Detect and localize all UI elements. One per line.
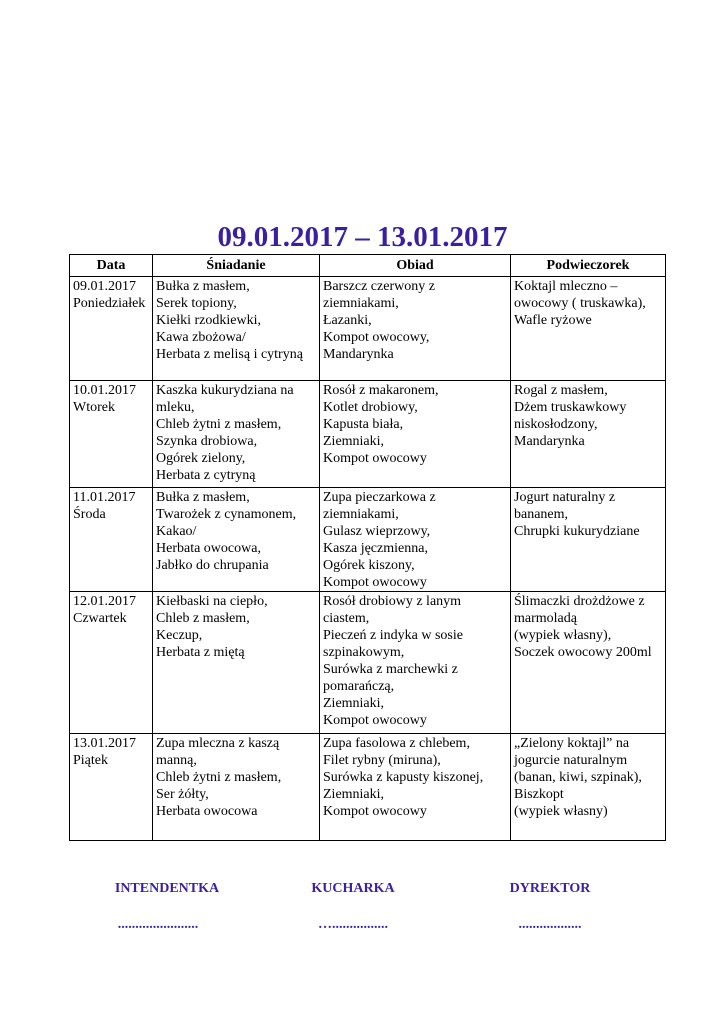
cell-line: Wafle ryżowe (514, 313, 592, 328)
table-row (70, 381, 666, 488)
signature-label-dyrektor: DYREKTOR (509, 881, 591, 896)
cell-line: Czwartek (73, 611, 127, 626)
cell-line: Kaszka kukurydziana na (156, 383, 294, 398)
cell-line: Piątek (73, 753, 108, 768)
cell-line: jogurcie naturalnym (514, 753, 628, 768)
cell-line: Twarożek z cynamonem, (156, 507, 297, 522)
table-row (70, 592, 666, 734)
cell-breakfast (153, 592, 320, 734)
cell-line: Herbata z melisą i cytryną (156, 347, 303, 362)
signature-line-intendentka: ....................... (117, 917, 199, 932)
cell-line: Rosół z makaronem, (323, 383, 439, 398)
cell-line: Zupa mleczna z kaszą (156, 736, 280, 751)
cell-line: Biszkopt (514, 787, 564, 802)
cell-breakfast (153, 488, 320, 592)
cell-line: Kotlet drobiowy, (323, 400, 418, 415)
cell-line: Serek topiony, (156, 296, 237, 311)
cell-line: Soczek owocowy 200ml (514, 645, 652, 660)
table-header-row (70, 255, 666, 277)
cell-line: Keczup, (156, 628, 203, 643)
cell-line: owocowy ( truskawka), (514, 296, 646, 311)
cell-line: pomarańczą, (323, 679, 395, 694)
cell-line: Szynka drobiowa, (156, 434, 258, 449)
cell-snack (511, 734, 666, 841)
cell-snack (511, 488, 666, 592)
cell-line: Gulasz wieprzowy, (323, 524, 431, 539)
cell-date (70, 277, 153, 381)
cell-line: Rogal z masłem, (514, 383, 608, 398)
signature-label-intendentka: INTENDENTKA (114, 881, 220, 896)
cell-line: Chleb z masłem, (156, 611, 250, 626)
cell-line: Kiełbaski na ciepło, (156, 594, 268, 609)
column-header-breakfast: Śniadanie (153, 255, 320, 277)
cell-line: Jabłko do chrupania (156, 558, 269, 573)
cell-snack (511, 592, 666, 734)
signature-line-dyrektor: .................. (518, 917, 582, 932)
cell-breakfast (153, 734, 320, 841)
cell-line: Kapusta biała, (323, 417, 404, 432)
cell-line: Poniedziałek (73, 296, 146, 311)
cell-lunch (320, 734, 511, 841)
cell-date (70, 592, 153, 734)
cell-line: Ogórek kiszony, (323, 558, 415, 573)
column-header-snack: Podwieczorek (511, 255, 666, 277)
signature-line-kucharka: …................ (318, 917, 388, 932)
cell-line: Kompot owocowy (323, 804, 427, 819)
cell-lunch (320, 381, 511, 488)
column-header-date: Data (70, 255, 153, 277)
cell-line: Ziemniaki, (323, 434, 385, 449)
cell-snack (511, 381, 666, 488)
cell-line: Herbata z cytryną (156, 468, 256, 483)
cell-lunch (320, 592, 511, 734)
cell-line: Rosół drobiowy z lanym (323, 594, 462, 609)
cell-line: Zupa fasolowa z chlebem, (323, 736, 470, 751)
cell-lunch (320, 488, 511, 592)
cell-line: Ziemniaki, (323, 787, 385, 802)
cell-line: Mandarynka (514, 434, 585, 449)
cell-line: 13.01.2017 (73, 736, 136, 751)
cell-line: (wypiek własny), (514, 628, 612, 643)
cell-line: Ser żółty, (156, 787, 209, 802)
cell-line: szpinakowym, (323, 645, 405, 660)
cell-line: „Zielony koktajl” na (514, 736, 630, 751)
cell-line: bananem, (514, 507, 569, 522)
cell-line: Jogurt naturalny z (514, 490, 616, 505)
cell-line: Surówka z kapusty kiszonej, (323, 770, 484, 785)
table-row (70, 488, 666, 592)
cell-date (70, 381, 153, 488)
cell-line: Herbata owocowa (156, 804, 258, 819)
cell-line: (wypiek własny) (514, 804, 608, 819)
cell-line: Mandarynka (323, 347, 394, 362)
cell-date (70, 488, 153, 592)
cell-line: Kasza jęczmienna, (323, 541, 428, 556)
cell-lunch (320, 277, 511, 381)
column-header-lunch: Obiad (320, 255, 511, 277)
cell-line: ciastem, (323, 611, 370, 626)
cell-line: Zupa pieczarkowa z (323, 490, 436, 505)
cell-date (70, 734, 153, 841)
cell-line: Bułka z masłem, (156, 279, 250, 294)
cell-line: Kompot owocowy (323, 575, 427, 590)
cell-line: Filet rybny (miruna), (323, 753, 441, 768)
cell-line: niskosłodzony, (514, 417, 598, 432)
cell-line: Koktajl mleczno – (514, 279, 618, 294)
cell-line: Herbata z miętą (156, 645, 245, 660)
menu-title: 09.01.2017 – 13.01.2017 (217, 221, 508, 253)
cell-breakfast (153, 277, 320, 381)
cell-line: Dżem truskawkowy (514, 400, 627, 415)
cell-line: mleku, (156, 400, 195, 415)
cell-line: 12.01.2017 (73, 594, 136, 609)
cell-line: Kakao/ (156, 524, 197, 539)
cell-line: Kompot owocowy (323, 713, 427, 728)
signature-label-kucharka: KUCHARKA (311, 881, 395, 896)
cell-line: 09.01.2017 (73, 279, 136, 294)
cell-line: Surówka z marchewki z (323, 662, 458, 677)
cell-line: Łazanki, (323, 313, 372, 328)
menu-table (69, 254, 666, 841)
cell-line: Ślimaczki drożdżowe z (514, 594, 645, 609)
cell-line: (banan, kiwi, szpinak), (514, 770, 642, 785)
cell-line: Kompot owocowy, (323, 330, 430, 345)
cell-line: Chleb żytni z masłem, (156, 770, 282, 785)
cell-line: Bułka z masłem, (156, 490, 250, 505)
cell-line: 10.01.2017 (73, 383, 136, 398)
table-row (70, 734, 666, 841)
cell-line: Kiełki rzodkiewki, (156, 313, 261, 328)
cell-line: Chleb żytni z masłem, (156, 417, 282, 432)
cell-line: Barszcz czerwony z (323, 279, 435, 294)
table-row (70, 277, 666, 381)
cell-line: ziemniakami, (323, 507, 399, 522)
cell-line: manną, (156, 753, 197, 768)
cell-line: Środa (73, 507, 106, 522)
cell-line: Herbata owocowa, (156, 541, 261, 556)
cell-line: Kawa zbożowa/ (156, 330, 246, 345)
cell-line: 11.01.2017 (73, 490, 136, 505)
cell-line: Kompot owocowy (323, 451, 427, 466)
cell-line: ziemniakami, (323, 296, 399, 311)
cell-line: marmoladą (514, 611, 577, 626)
cell-line: Chrupki kukurydziane (514, 524, 640, 539)
cell-line: Wtorek (73, 400, 115, 415)
cell-breakfast (153, 381, 320, 488)
cell-line: Ogórek zielony, (156, 451, 246, 466)
cell-line: Ziemniaki, (323, 696, 385, 711)
cell-line: Pieczeń z indyka w sosie (323, 628, 463, 643)
cell-snack (511, 277, 666, 381)
